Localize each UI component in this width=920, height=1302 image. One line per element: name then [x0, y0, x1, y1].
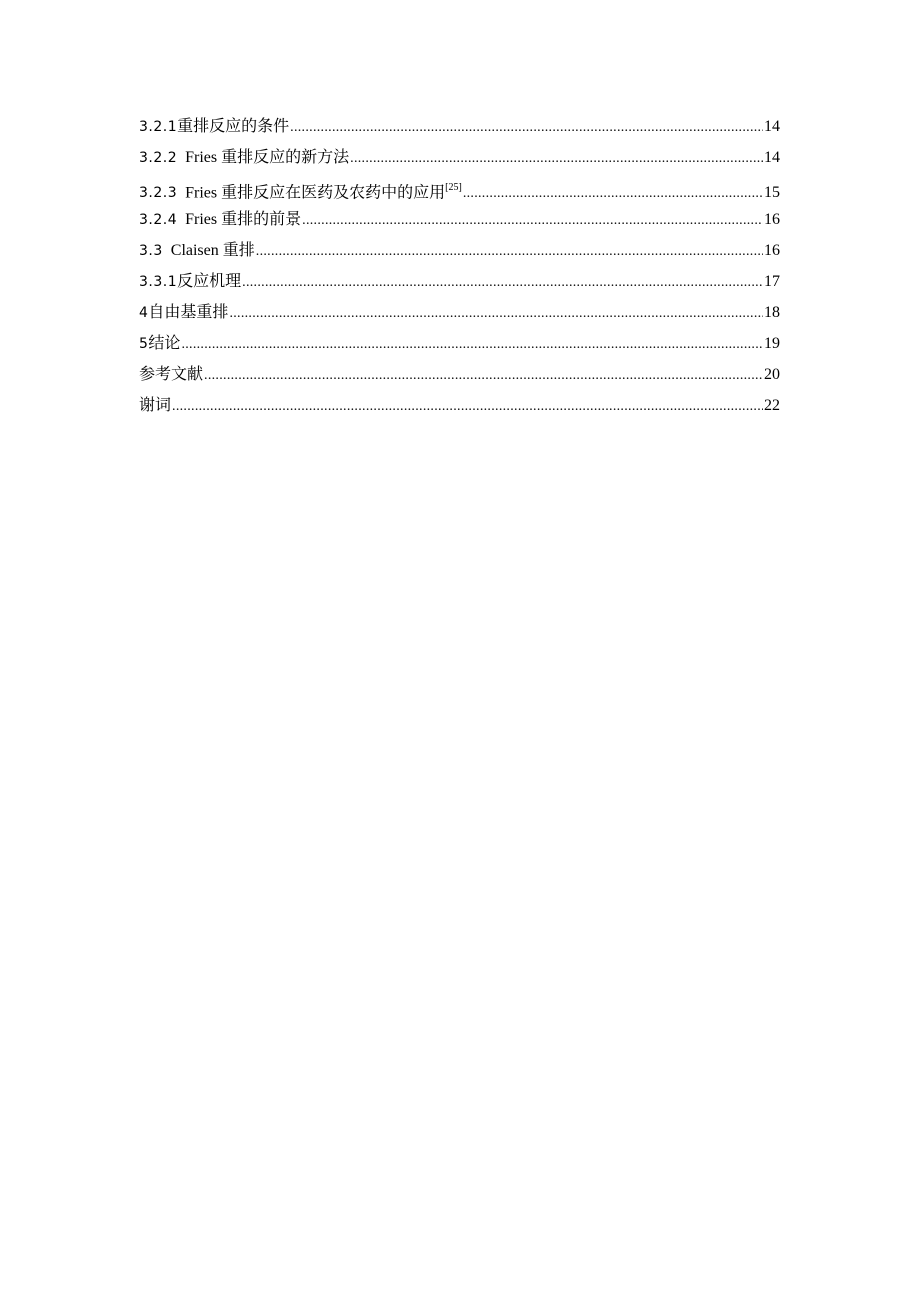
toc-entry-page: 19 — [764, 335, 780, 352]
toc-entry-number: 3.3 — [139, 243, 163, 259]
toc-entry-title — [177, 209, 301, 231]
toc-entry-number: 3.2.4 — [139, 212, 178, 228]
toc-entry-title — [177, 271, 241, 293]
toc-entry-title-text: Claisen 重排 — [162, 242, 255, 259]
toc-entry-title-text: 自由基重排 — [148, 304, 229, 321]
toc-leader-dots — [204, 365, 763, 387]
toc-entry-page: 17 — [764, 273, 780, 290]
toc-entry[interactable] — [139, 240, 780, 271]
table-of-contents — [139, 116, 780, 426]
toc-entry-title-text: Fries 重排反应的新方法 — [177, 149, 350, 166]
toc-entry[interactable] — [139, 302, 780, 333]
toc-entry[interactable] — [139, 209, 780, 240]
toc-entry[interactable] — [139, 178, 780, 209]
toc-leader-dots — [181, 334, 763, 356]
toc-entry-title-text: 谢词 — [139, 397, 172, 414]
toc-entry-page: 16 — [764, 211, 780, 228]
toc-leader-dots — [290, 117, 763, 139]
toc-entry-page: 15 — [764, 184, 780, 202]
toc-entry[interactable] — [139, 333, 780, 364]
toc-entry-title-text: 参考文献 — [139, 366, 204, 383]
toc-entry[interactable] — [139, 395, 780, 426]
toc-entry[interactable] — [139, 147, 780, 178]
toc-entry-number: 3.2.2 — [139, 150, 178, 166]
toc-leader-dots — [172, 396, 763, 418]
citation-superscript[interactable]: [25] — [445, 182, 462, 193]
toc-entry-title-text: Fries 重排的前景 — [177, 211, 302, 228]
toc-entry-page: 14 — [764, 118, 780, 135]
toc-entry-page: 18 — [764, 304, 780, 321]
toc-leader-dots — [242, 272, 763, 294]
toc-entry-title — [148, 333, 180, 355]
toc-entry-page: 16 — [764, 242, 780, 259]
toc-entry-title-text: 结论 — [148, 335, 181, 352]
toc-entry[interactable] — [139, 116, 780, 147]
toc-entry-title — [139, 395, 171, 417]
toc-leader-dots — [229, 303, 763, 325]
toc-entry-title — [163, 240, 255, 262]
toc-leader-dots — [463, 183, 763, 205]
toc-entry-number: 3.3.1 — [139, 274, 178, 290]
toc-entry-page: 22 — [764, 397, 780, 414]
toc-entry-title — [148, 302, 228, 324]
toc-leader-dots — [256, 241, 763, 263]
toc-entry[interactable] — [139, 271, 780, 302]
toc-entry-title-text: 反应机理 — [177, 273, 242, 290]
toc-entry-number: 4 — [139, 305, 149, 321]
toc-entry-title-text: Fries 重排反应在医药及农药中的应用 — [177, 184, 446, 202]
toc-leader-dots — [302, 210, 763, 232]
toc-leader-dots — [350, 148, 763, 170]
toc-entry-number: 5 — [139, 336, 149, 352]
toc-entry-page: 20 — [764, 366, 780, 383]
toc-entry-title — [177, 178, 462, 204]
toc-entry-number: 3.2.3 — [139, 185, 178, 202]
toc-entry[interactable] — [139, 364, 780, 395]
toc-entry-number: 3.2.1 — [139, 119, 178, 135]
toc-entry-page: 14 — [764, 149, 780, 166]
toc-entry-title — [139, 364, 203, 386]
toc-entry-title-text: 重排反应的条件 — [177, 118, 290, 135]
toc-entry-title — [177, 147, 349, 169]
toc-entry-title — [177, 116, 289, 138]
